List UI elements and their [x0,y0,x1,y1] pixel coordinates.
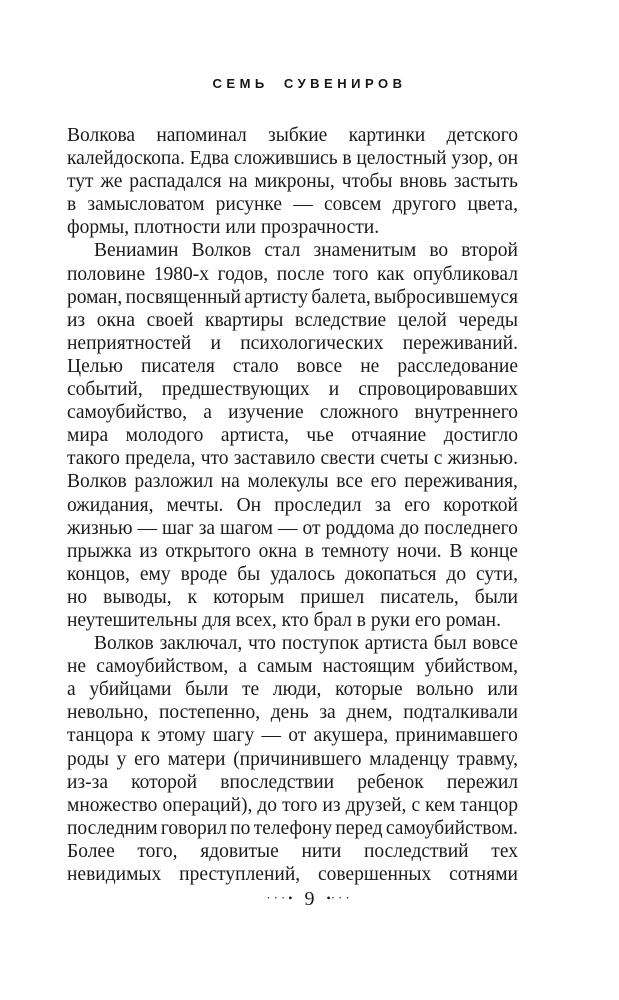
text-line: последним говорил по телефону перед самоубийством. [67,817,518,839]
text-line: концов, ему вроде бы удалось докопаться до сути, [67,563,518,585]
text-line: Вениамин Волков стал знаменитым во второй [94,240,518,262]
text-line: мира молодого артиста, чье отчаяние достигло [67,425,518,447]
text-line: событий, предшествующих и спровоцировавших [67,379,518,401]
text-line: формы, плотности или прозрачности. [67,217,380,239]
footer-left-ornament [266,892,292,909]
text-line: не самоубийством, а самым настоящим убийством, [67,656,518,678]
page-footer [0,888,619,911]
text-line: калейдоскопа. Едва сложившись в целостный узор, он [67,148,518,170]
body-text-block [67,124,518,886]
text-line: ожидания, мечты. Он проследил за его короткой [67,494,518,516]
text-line: жизнью — шаг за шагом — от роддома до последнего [67,517,518,539]
text-line: половине 1980-х годов, после того как опубликовал [67,263,518,285]
text-line: из-за которой впоследствии ребенок пережил [67,771,518,793]
text-line: неутешительны для всех, кто брал в руки его роман. [67,609,501,631]
page-number: 9 [304,888,315,910]
text-line: Целью писателя стало вовсе не расследование [67,355,518,377]
text-line: неприятностей и психологических переживаний. [67,332,518,354]
dots-ornament: ··· [266,890,289,905]
bullet-ornament: • [326,891,331,905]
text-line: Волкова напоминал зыбкие картинки детского [67,125,518,146]
text-line: роды у его матери (причинившего младенцу травму, [67,748,518,770]
text-line: тут же распадался на микроны, чтобы вновь застыть [67,171,518,193]
text-line: невольно, постепенно, день за днем, подталкивали [67,702,518,724]
text-line: в замысловатом рисунке — совсем другого цвета, [67,194,518,216]
text-line: а убийцами были те люди, которые вольно или [67,679,518,701]
text-line: невидимых преступлений, совершенных сотнями [67,864,518,885]
text-line: такого предела, что заставило свести счеты с жизнью. [67,448,518,470]
text-line: роман, посвященный артисту балета, выбросившемуся [67,286,518,308]
text-line: множество операций), до того из друзей, с кем танцор [67,794,518,816]
footer-right-ornament [327,892,353,909]
text-line: Волков разложил на молекулы все его переживания, [67,471,518,493]
text-line: Волков заключал, что поступок артиста был вовсе [94,633,518,655]
text-line: прыжка из открытого окна в темноту ночи. В конце [67,540,518,562]
bullet-ornament: • [288,891,293,905]
running-header: СЕМЬ СУВЕНИРОВ [212,76,407,91]
text-line: из окна своей квартиры вследствие целой череды [67,309,518,331]
text-line: но выводы, к которым пришел писатель, были [67,586,518,608]
text-line: танцора к этому шагу — от акушера, принимавшего [67,725,518,747]
text-line: самоубийство, а изучение сложного внутреннего [67,402,518,424]
text-line: Более того, ядовитые нити последствий тех [67,840,518,862]
dots-ornament: ··· [330,890,353,905]
